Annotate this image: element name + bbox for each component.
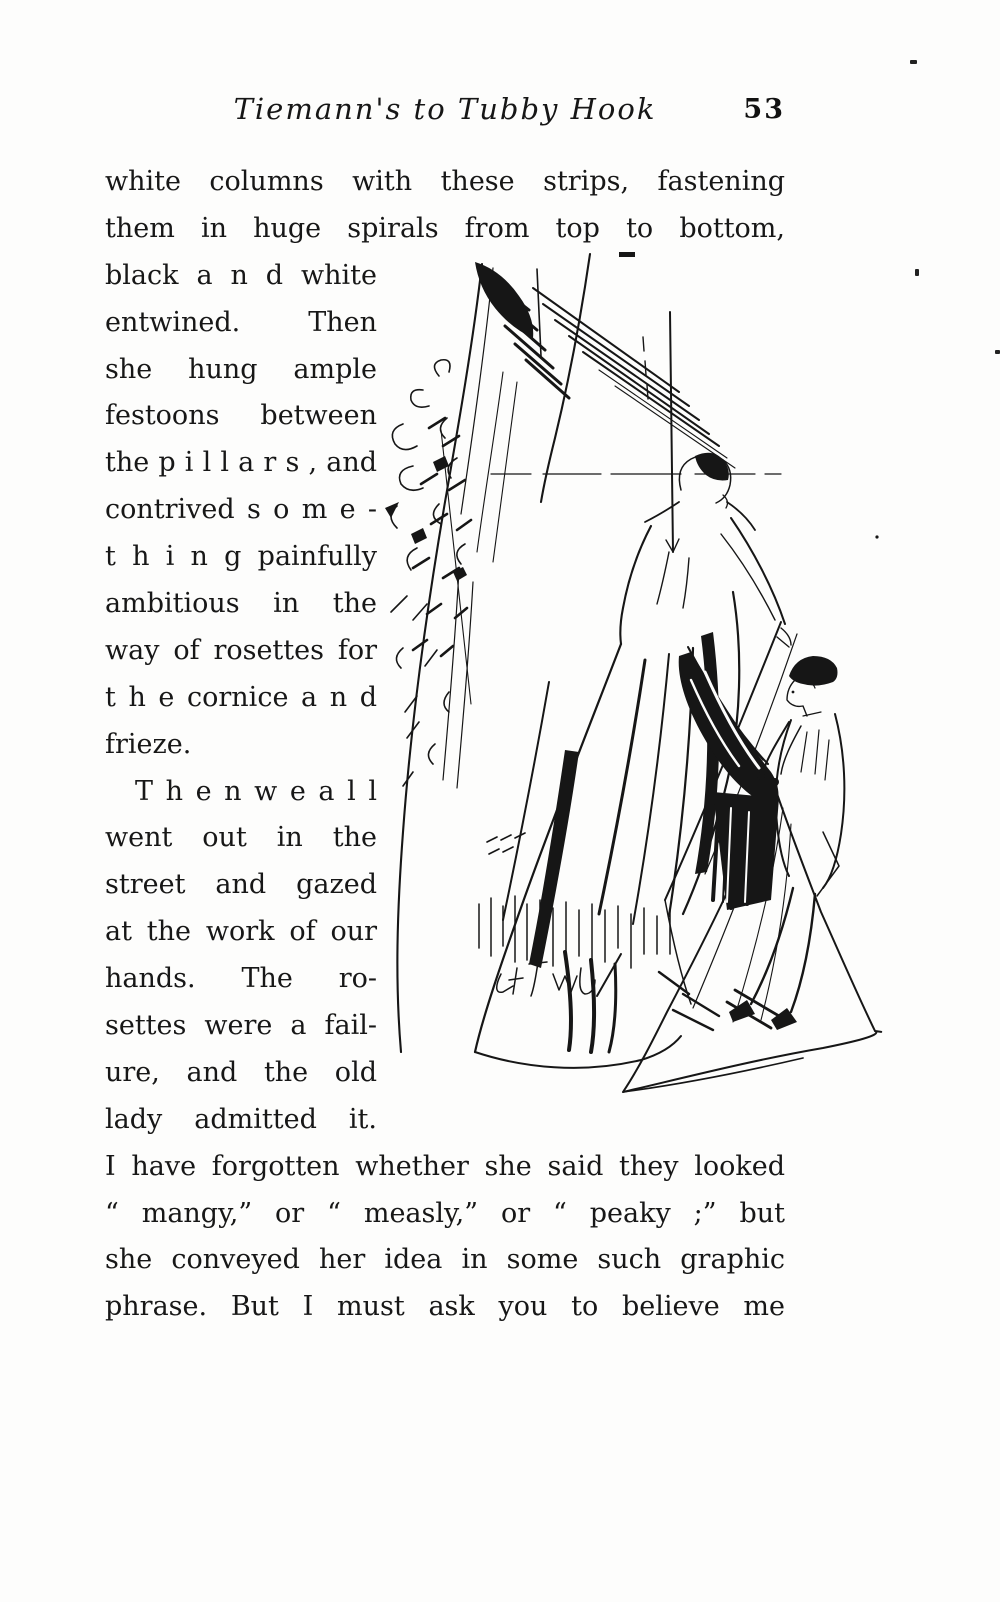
text-line: them in huge spirals from top to bottom, xyxy=(105,212,785,244)
man-cap xyxy=(789,656,838,686)
text-line: settes were a fail- xyxy=(105,1010,377,1042)
text-line: ure, and the old xyxy=(105,1056,377,1088)
top-mark xyxy=(619,252,635,257)
text-line: street and gazed xyxy=(105,869,377,901)
page-header xyxy=(105,92,785,136)
text-line: the p i l l a r s , and xyxy=(105,447,377,479)
text-line: at the work of our xyxy=(105,916,377,948)
text-line: phrase. But I must ask you to believe me xyxy=(105,1291,785,1323)
text-line: frieze. xyxy=(105,728,192,760)
foliage-arrow xyxy=(385,502,399,518)
text-line: hands. The ro- xyxy=(105,963,377,995)
text-line: lady admitted it. xyxy=(105,1103,377,1135)
text-line: I have forgotten whether she said they looked xyxy=(105,1150,785,1182)
hair-bun xyxy=(695,453,729,481)
text-line: she conveyed her idea in some such graphic xyxy=(105,1244,785,1276)
man-eye xyxy=(792,691,795,694)
text-line: t h i n g painfully xyxy=(105,541,377,573)
man-foot2 xyxy=(771,1008,797,1030)
stray-dot xyxy=(875,535,878,538)
foliage-blob1 xyxy=(433,456,449,472)
text-line: contrived s o m e - xyxy=(105,494,377,526)
text-line: T h e n w e a l l xyxy=(135,775,377,807)
man-hand2 xyxy=(771,778,779,786)
text-line: black a n d white xyxy=(105,259,377,291)
scan-speck xyxy=(915,269,919,276)
scan-speck xyxy=(910,60,917,64)
man-hand1 xyxy=(757,772,765,780)
text-line: she hung ample xyxy=(105,353,377,385)
illustration xyxy=(383,252,910,1118)
text-line: ambitious in the xyxy=(105,588,377,620)
page-number: 53 xyxy=(743,94,785,125)
scan-speck xyxy=(995,350,1000,354)
foliage-blob2 xyxy=(411,528,427,544)
text-line: t h e cornice a n d xyxy=(105,681,377,713)
drape-dark-mass xyxy=(679,652,779,808)
text-line: festoons between xyxy=(105,400,377,432)
pen-and-ink-drawing xyxy=(383,252,910,1118)
text-line: went out in the xyxy=(105,822,377,854)
text-line: white columns with these strips, fastening xyxy=(105,166,785,197)
text-line: entwined. Then xyxy=(105,306,377,338)
running-header-title: Tiemann's to Tubby Hook xyxy=(233,92,657,126)
skirt-dark-fold2 xyxy=(529,750,579,968)
text-line: way of rosettes for xyxy=(105,634,377,666)
text-line: “ mangy,” or “ measly,” or “ peaky ;” but xyxy=(105,1197,785,1229)
